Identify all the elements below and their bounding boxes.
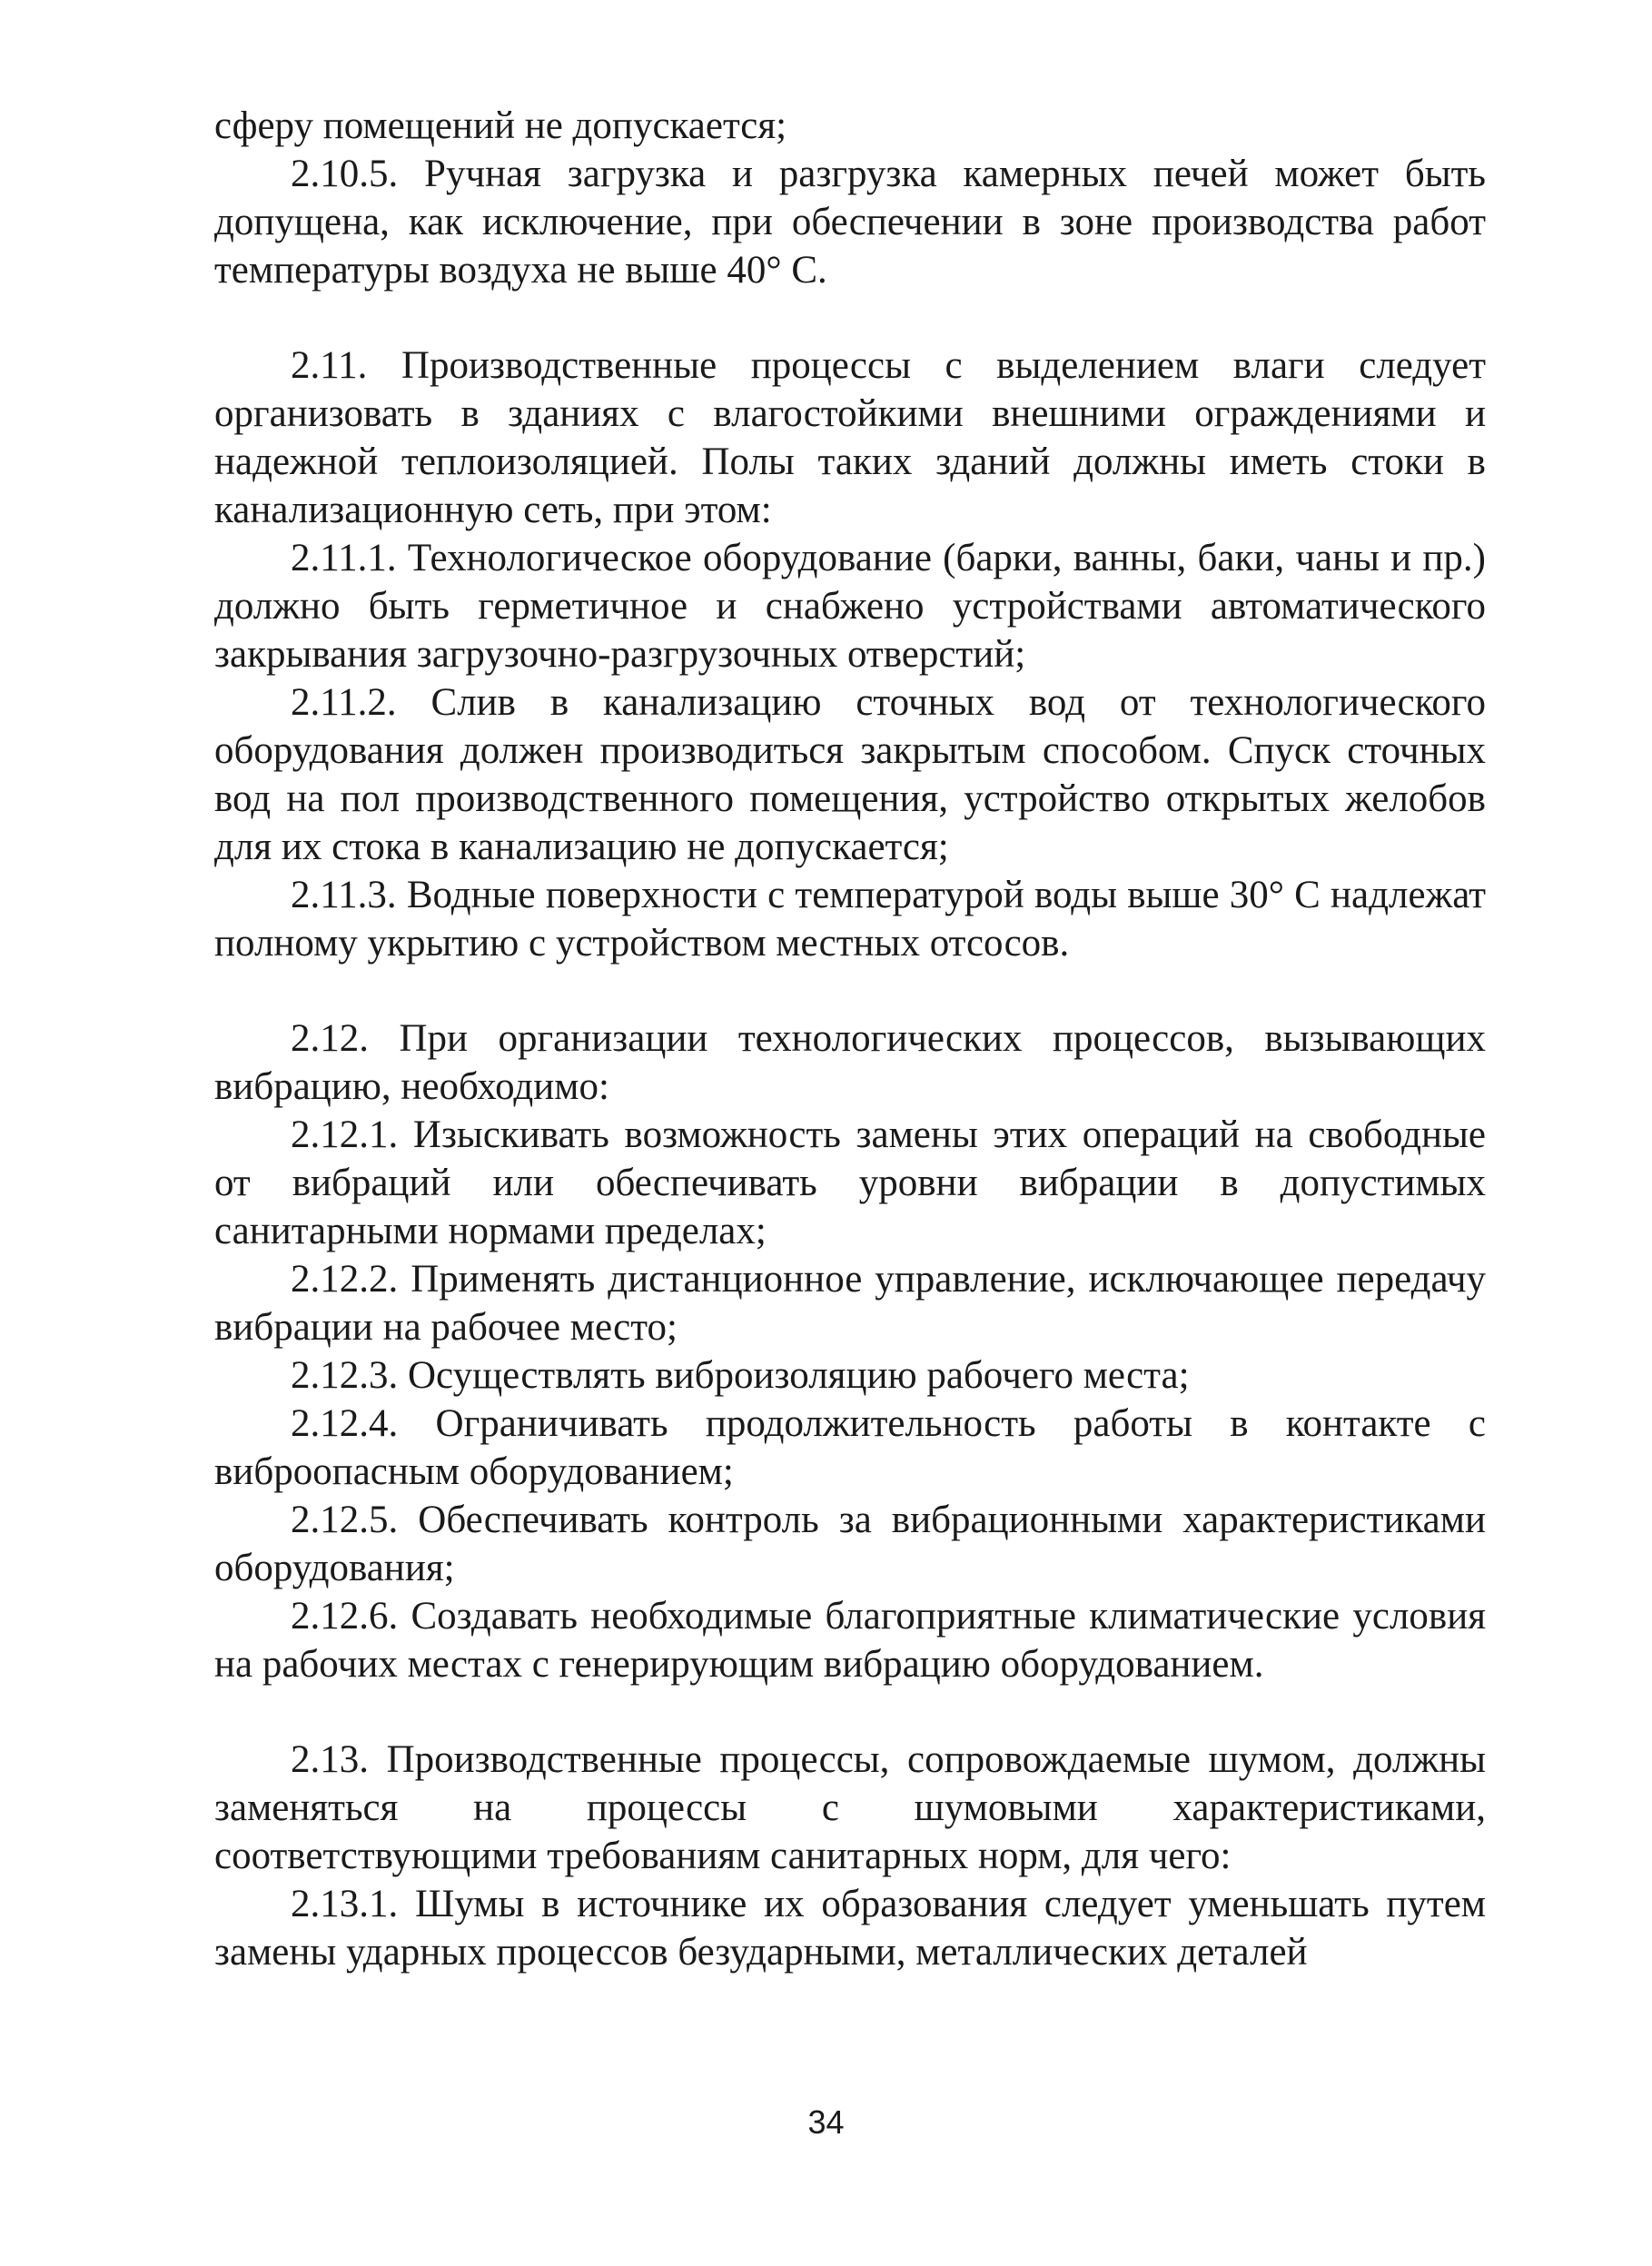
page-number: 34 (807, 2103, 845, 2141)
clause-2-11: 2.11. Производственные процессы с выделением влаги следует организовать в зданиях с влагостойкими внешними ограждениями и надежной теплоизоляцией. Полы таких зданий должны иметь стоки в канализационную сеть, при этом: (214, 344, 1486, 531)
clause-2-11-1: 2.11.1. Технологическое оборудование (барки, ванны, баки, чаны и пр.) должно быть герметичное и снабжено устройствами автоматического закрывания загрузочно-разгрузочных отверстий; (214, 537, 1486, 676)
clause-2-12-2: 2.12.2. Применять дистанционное управление, исключающее передачу вибрации на рабочее место; (214, 1258, 1486, 1349)
clause-2-10-5: 2.10.5. Ручная загрузка и разгрузка камерных печей может быть допущена, как исключение, при обеспечении в зоне производства работ температуры воздуха не выше 40° С. (214, 153, 1486, 292)
clause-2-12-4: 2.12.4. Ограничивать продолжительность работы в контакте с виброопасным оборудованием; (214, 1402, 1486, 1493)
clause-2-12-6: 2.12.6. Создавать необходимые благоприятные климатические условия на рабочих местах с генерирующим вибрацию оборудованием. (214, 1595, 1486, 1686)
clause-2-11-2: 2.11.2. Слив в канализацию сточных вод от технологического оборудования должен производиться закрытым способом. Спуск сточных вод на пол производственного помещения, устройство открытых желобов для их стока в канализацию не допускается; (214, 681, 1486, 868)
clause-2-13-1: 2.13.1. Шумы в источнике их образования следует уменьшать путем замены ударных процессов безударными, металлических деталей (214, 1883, 1486, 1974)
clause-2-12-5: 2.12.5. Обеспечивать контроль за вибрационными характеристиками оборудования; (214, 1499, 1486, 1589)
paragraph-continuation: сферу помещений не допускается; (214, 104, 787, 147)
clause-2-11-3: 2.11.3. Водные поверхности с температурой воды выше 30° С надлежат полному укрытию с устройством местных отсосов. (214, 874, 1486, 965)
body-text (214, 102, 1486, 1976)
clause-2-12-3: 2.12.3. Осуществлять виброизоляцию рабочего места; (291, 1354, 1190, 1397)
clause-2-13: 2.13. Производственные процессы, сопровождаемые шумом, должны заменяться на процессы с шумовыми характеристиками, соответствующими требованиям санитарных норм, для чего: (214, 1738, 1486, 1877)
clause-2-12-1: 2.12.1. Изыскивать возможность замены этих операций на свободные от вибраций или обеспечивать уровни вибрации в допустимых санитарными нормами пределах; (214, 1113, 1486, 1252)
clause-2-12: 2.12. При организации технологических процессов, вызывающих вибрацию, необходимо: (214, 1017, 1486, 1108)
